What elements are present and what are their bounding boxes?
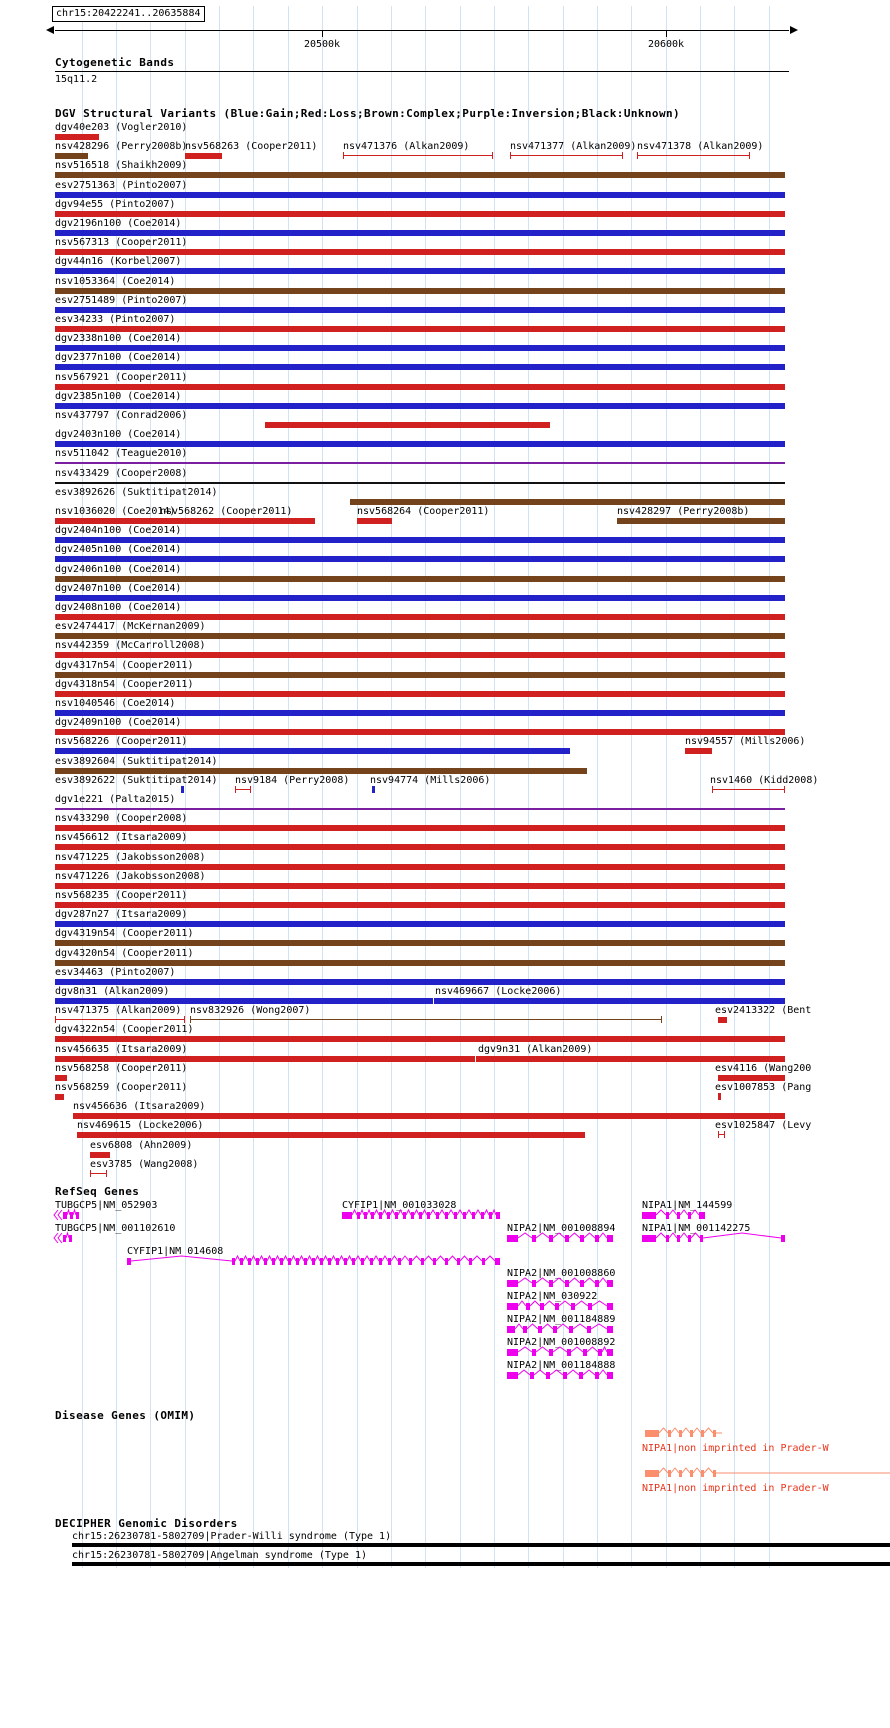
- variant-label: dgv4318n54 (Cooper2011): [55, 679, 194, 690]
- gene-glyph[interactable]: [505, 1347, 617, 1359]
- section-title-decipher: DECIPHER Genomic Disorders: [55, 1517, 238, 1530]
- variant-label: dgv2385n100 (Coe2014): [55, 391, 182, 402]
- variant-label: nsv567921 (Cooper2011): [55, 372, 188, 383]
- variant-bar[interactable]: [55, 441, 785, 447]
- variant-label: dgv2406n100 (Coe2014): [55, 564, 182, 575]
- gene-glyph[interactable]: [53, 1210, 83, 1222]
- variant-bar-endtick[interactable]: [749, 152, 750, 159]
- variant-label: nsv94774 (Mills2006): [370, 775, 491, 786]
- variant-bar-endtick[interactable]: [106, 1170, 107, 1177]
- variant-label: esv1025847 (Levy: [715, 1120, 812, 1131]
- section-title-cytobands: Cytogenetic Bands: [55, 56, 175, 69]
- variant-bar-endtick[interactable]: [510, 152, 511, 159]
- variant-label: esv2751489 (Pinto2007): [55, 295, 188, 306]
- variant-label: esv1007853 (Pang: [715, 1082, 812, 1093]
- region-label: chr15:20422241..20635884: [52, 6, 205, 22]
- decipher-region-bar[interactable]: [72, 1543, 890, 1547]
- variant-label: dgv2409n100 (Coe2014): [55, 717, 182, 728]
- variant-bar[interactable]: [55, 1094, 64, 1100]
- omim-gene-glyph[interactable]: [643, 1468, 890, 1480]
- gene-glyph[interactable]: [505, 1324, 617, 1336]
- variant-label: esv2751363 (Pinto2007): [55, 180, 188, 191]
- gene-label: NIPA2|NM_001184889: [507, 1314, 616, 1325]
- variant-bar-endtick[interactable]: [190, 1016, 191, 1023]
- variant-bar[interactable]: [77, 1132, 585, 1138]
- gridline: [700, 6, 701, 1568]
- variant-label: nsv511042 (Teague2010): [55, 448, 188, 459]
- variant-label: nsv516518 (Shaikh2009): [55, 160, 188, 171]
- ruler-tick-label: 20600k: [647, 39, 685, 50]
- variant-label: nsv832926 (Wong2007): [190, 1005, 311, 1016]
- variant-label: esv2413322 (Bent: [715, 1005, 812, 1016]
- ruler-tick: [322, 30, 323, 37]
- variant-bar[interactable]: [55, 921, 785, 927]
- gene-glyph[interactable]: [505, 1370, 617, 1382]
- gridline: [425, 6, 426, 1568]
- variant-label: dgv40e203 (Vogler2010): [55, 122, 188, 133]
- gene-label: NIPA2|NM_030922: [507, 1291, 598, 1302]
- variant-label: nsv9184 (Perry2008): [235, 775, 350, 786]
- variant-bar[interactable]: [190, 1019, 662, 1020]
- variant-bar[interactable]: [637, 155, 750, 156]
- variant-label: nsv437797 (Conrad2006): [55, 410, 188, 421]
- gridline: [734, 6, 735, 1568]
- variant-bar-endtick[interactable]: [55, 1016, 56, 1023]
- variant-bar[interactable]: [235, 789, 251, 790]
- variant-bar[interactable]: [55, 633, 785, 639]
- variant-bar[interactable]: [434, 998, 785, 1004]
- ruler-tick-label: 20500k: [303, 39, 341, 50]
- variant-bar[interactable]: [55, 249, 785, 255]
- variant-label: dgv2338n100 (Coe2014): [55, 333, 182, 344]
- variant-bar[interactable]: [718, 1075, 785, 1081]
- variant-bar[interactable]: [265, 422, 550, 428]
- variant-bar[interactable]: [90, 1152, 110, 1158]
- variant-bar[interactable]: [55, 345, 785, 351]
- ruler-left-arrow: [46, 26, 54, 34]
- decipher-region-label: chr15:26230781-5802709|Prader-Willi syndrome (Type 1): [72, 1531, 392, 1542]
- cytoband-label: 15q11.2: [55, 74, 98, 85]
- variant-bar[interactable]: [55, 576, 785, 582]
- variant-label: dgv9n31 (Alkan2009): [478, 1044, 593, 1055]
- cytoband-bar[interactable]: [55, 71, 789, 72]
- variant-label: nsv433429 (Cooper2008): [55, 468, 188, 479]
- variant-bar[interactable]: [55, 462, 785, 464]
- variant-bar[interactable]: [55, 672, 785, 678]
- variant-label: nsv568226 (Cooper2011): [55, 736, 188, 747]
- variant-bar[interactable]: [55, 326, 785, 332]
- variant-label: nsv568259 (Cooper2011): [55, 1082, 188, 1093]
- variant-label: dgv2196n100 (Coe2014): [55, 218, 182, 229]
- gridline: [322, 6, 323, 1568]
- variant-bar[interactable]: [617, 518, 785, 524]
- variant-label: nsv456612 (Itsara2009): [55, 832, 188, 843]
- variant-label: nsv1460 (Kidd2008): [710, 775, 819, 786]
- gene-label: TUBGCP5|NM_052903: [55, 1200, 158, 1211]
- variant-label: nsv471226 (Jakobsson2008): [55, 871, 206, 882]
- decipher-region-bar[interactable]: [72, 1562, 890, 1566]
- variant-label: dgv2404n100 (Coe2014): [55, 525, 182, 536]
- variant-bar[interactable]: [185, 153, 222, 159]
- gridline: [357, 6, 358, 1568]
- variant-label: nsv471377 (Alkan2009): [510, 141, 637, 152]
- variant-bar[interactable]: [55, 268, 785, 274]
- gene-label: NIPA2|NM_001008894: [507, 1223, 616, 1234]
- variant-label: nsv428297 (Perry2008b): [617, 506, 750, 517]
- variant-label: dgv2405n100 (Coe2014): [55, 544, 182, 555]
- gene-glyph[interactable]: [640, 1210, 709, 1222]
- variant-label: nsv94557 (Mills2006): [685, 736, 806, 747]
- variant-label: esv2474417 (McKernan2009): [55, 621, 206, 632]
- variant-bar[interactable]: [55, 864, 785, 870]
- gridline: [253, 6, 254, 1568]
- variant-label: dgv1e221 (Palta2015): [55, 794, 176, 805]
- gene-glyph[interactable]: [125, 1256, 504, 1268]
- ruler-right-arrow: [790, 26, 798, 34]
- gene-glyph[interactable]: [53, 1233, 76, 1245]
- variant-bar[interactable]: [55, 1075, 67, 1081]
- variant-bar-endtick[interactable]: [718, 1131, 719, 1138]
- variant-label: dgv44n16 (Korbel2007): [55, 256, 182, 267]
- variant-bar[interactable]: [357, 518, 392, 524]
- variant-label: nsv433290 (Cooper2008): [55, 813, 188, 824]
- variant-bar[interactable]: [718, 1017, 727, 1023]
- variant-bar[interactable]: [90, 1173, 107, 1174]
- variant-bar-endtick[interactable]: [712, 786, 713, 793]
- variant-bar-endtick[interactable]: [784, 786, 785, 793]
- variant-label: nsv471376 (Alkan2009): [343, 141, 470, 152]
- variant-bar-endtick[interactable]: [90, 1170, 91, 1177]
- variant-bar[interactable]: [73, 1113, 785, 1119]
- variant-label: nsv1053364 (Coe2014): [55, 276, 176, 287]
- variant-bar-endtick[interactable]: [637, 152, 638, 159]
- variant-label: nsv1040546 (Coe2014): [55, 698, 176, 709]
- variant-bar[interactable]: [510, 155, 623, 156]
- variant-label: dgv4319n54 (Cooper2011): [55, 928, 194, 939]
- variant-label: esv6808 (Ahn2009): [90, 1140, 193, 1151]
- variant-bar[interactable]: [55, 1056, 475, 1062]
- gene-glyph[interactable]: [505, 1278, 617, 1290]
- gridline: [769, 6, 770, 1568]
- variant-bar[interactable]: [55, 960, 785, 966]
- ruler-line[interactable]: [55, 30, 789, 31]
- variant-bar[interactable]: [55, 1036, 785, 1042]
- gene-glyph[interactable]: [505, 1233, 617, 1245]
- variant-bar[interactable]: [55, 595, 785, 601]
- gene-label: NIPA2|NM_001184888: [507, 1360, 616, 1371]
- variant-bar[interactable]: [55, 652, 785, 658]
- variant-bar[interactable]: [55, 691, 785, 697]
- variant-label: dgv4317n54 (Cooper2011): [55, 660, 194, 671]
- variant-bar[interactable]: [55, 134, 99, 140]
- variant-bar[interactable]: [476, 1056, 785, 1062]
- variant-bar[interactable]: [55, 230, 785, 236]
- variant-label: esv3892626 (Suktitipat2014): [55, 487, 218, 498]
- gridline: [219, 6, 220, 1568]
- variant-label: nsv456635 (Itsara2009): [55, 1044, 188, 1055]
- variant-bar[interactable]: [55, 364, 785, 370]
- variant-bar[interactable]: [350, 499, 785, 505]
- variant-label: dgv2377n100 (Coe2014): [55, 352, 182, 363]
- variant-label: nsv471378 (Alkan2009): [637, 141, 764, 152]
- variant-bar[interactable]: [55, 172, 785, 178]
- variant-label: nsv469615 (Locke2006): [77, 1120, 204, 1131]
- variant-label: esv34463 (Pinto2007): [55, 967, 176, 978]
- variant-label: nsv1036020 (Coe2014): [55, 506, 176, 517]
- variant-bar[interactable]: [55, 844, 785, 850]
- omim-gene-label: NIPA1|non imprinted in Prader-W: [642, 1443, 829, 1454]
- variant-bar[interactable]: [55, 710, 785, 716]
- variant-bar[interactable]: [181, 786, 184, 793]
- variant-label: nsv471225 (Jakobsson2008): [55, 852, 206, 863]
- variant-bar-endtick[interactable]: [343, 152, 344, 159]
- variant-bar[interactable]: [718, 1093, 721, 1100]
- variant-bar[interactable]: [55, 192, 785, 198]
- variant-bar[interactable]: [55, 518, 315, 524]
- section-title-dgv: DGV Structural Variants (Blue:Gain;Red:Loss;Brown:Complex;Purple:Inversion;Black:Unknown): [55, 107, 681, 120]
- variant-bar-endtick[interactable]: [622, 152, 623, 159]
- variant-label: dgv4322n54 (Cooper2011): [55, 1024, 194, 1035]
- variant-bar-endtick[interactable]: [492, 152, 493, 159]
- variant-label: nsv442359 (McCarroll2008): [55, 640, 206, 651]
- gene-label: TUBGCP5|NM_001102610: [55, 1223, 176, 1234]
- omim-gene-glyph[interactable]: [643, 1428, 726, 1440]
- variant-bar[interactable]: [55, 883, 785, 889]
- variant-label: esv3785 (Wang2008): [90, 1159, 199, 1170]
- variant-bar[interactable]: [55, 768, 587, 774]
- variant-label: dgv8n31 (Alkan2009): [55, 986, 170, 997]
- variant-bar[interactable]: [55, 537, 785, 543]
- variant-label: nsv567313 (Cooper2011): [55, 237, 188, 248]
- variant-label: dgv94e55 (Pinto2007): [55, 199, 176, 210]
- variant-bar[interactable]: [55, 556, 785, 562]
- gene-glyph[interactable]: [505, 1301, 617, 1313]
- variant-bar[interactable]: [343, 155, 493, 156]
- variant-bar[interactable]: [55, 998, 433, 1004]
- variant-label: esv3892604 (Suktitipat2014): [55, 756, 218, 767]
- omim-gene-label: NIPA1|non imprinted in Prader-W: [642, 1483, 829, 1494]
- variant-bar[interactable]: [55, 211, 785, 217]
- variant-bar[interactable]: [55, 403, 785, 409]
- variant-bar[interactable]: [55, 808, 785, 810]
- variant-label: nsv568263 (Cooper2011): [185, 141, 318, 152]
- variant-label: esv34233 (Pinto2007): [55, 314, 176, 325]
- variant-bar[interactable]: [712, 789, 785, 790]
- section-title-omim: Disease Genes (OMIM): [55, 1409, 196, 1422]
- variant-bar[interactable]: [55, 482, 785, 484]
- gridline: [631, 6, 632, 1568]
- variant-label: nsv568235 (Cooper2011): [55, 890, 188, 901]
- variant-bar[interactable]: [55, 729, 785, 735]
- variant-label: nsv568262 (Cooper2011): [160, 506, 293, 517]
- variant-label: dgv2403n100 (Coe2014): [55, 429, 182, 440]
- section-title-refseq: RefSeq Genes: [55, 1185, 140, 1198]
- gene-label: CYFIP1|NM_014608: [127, 1246, 224, 1257]
- variant-bar-endtick[interactable]: [724, 1131, 725, 1138]
- variant-label: esv4116 (Wang200: [715, 1063, 812, 1074]
- variant-bar-endtick[interactable]: [184, 1016, 185, 1023]
- gene-label: NIPA2|NM_001008892: [507, 1337, 616, 1348]
- variant-bar[interactable]: [55, 307, 785, 313]
- variant-bar[interactable]: [685, 748, 712, 754]
- gene-label: NIPA2|NM_001008860: [507, 1268, 616, 1279]
- variant-bar[interactable]: [55, 1019, 185, 1020]
- variant-bar-endtick[interactable]: [235, 786, 236, 793]
- variant-bar[interactable]: [55, 940, 785, 946]
- gene-label: NIPA1|NM_001142275: [642, 1223, 751, 1234]
- variant-label: esv3892622 (Suktitipat2014): [55, 775, 218, 786]
- variant-label: nsv568258 (Cooper2011): [55, 1063, 188, 1074]
- variant-label: dgv2407n100 (Coe2014): [55, 583, 182, 594]
- variant-label: nsv469667 (Locke2006): [435, 986, 562, 997]
- variant-bar[interactable]: [55, 902, 785, 908]
- gridline: [288, 6, 289, 1568]
- gene-glyph[interactable]: [340, 1210, 504, 1222]
- gridline: [391, 6, 392, 1568]
- variant-label: nsv456636 (Itsara2009): [73, 1101, 206, 1112]
- variant-label: nsv568264 (Cooper2011): [357, 506, 490, 517]
- variant-bar[interactable]: [55, 748, 570, 754]
- variant-bar-endtick[interactable]: [250, 786, 251, 793]
- gridline: [460, 6, 461, 1568]
- variant-bar-endtick[interactable]: [661, 1016, 662, 1023]
- variant-bar[interactable]: [55, 384, 785, 390]
- variant-bar[interactable]: [55, 288, 785, 294]
- gene-glyph[interactable]: [640, 1233, 789, 1245]
- gene-label: CYFIP1|NM_001033028: [342, 1200, 457, 1211]
- ruler-tick: [666, 30, 667, 37]
- variant-bar[interactable]: [372, 786, 375, 793]
- gene-label: NIPA1|NM_144599: [642, 1200, 733, 1211]
- variant-bar[interactable]: [55, 153, 88, 159]
- variant-label: nsv471375 (Alkan2009): [55, 1005, 182, 1016]
- variant-bar[interactable]: [55, 979, 785, 985]
- variant-label: dgv287n27 (Itsara2009): [55, 909, 188, 920]
- gridline: [666, 6, 667, 1568]
- variant-bar[interactable]: [55, 614, 785, 620]
- decipher-region-label: chr15:26230781-5802709|Angelman syndrome (Type 1): [72, 1550, 368, 1561]
- variant-label: dgv2408n100 (Coe2014): [55, 602, 182, 613]
- variant-label: nsv428296 (Perry2008b): [55, 141, 188, 152]
- gridline: [494, 6, 495, 1568]
- variant-bar[interactable]: [55, 825, 785, 831]
- variant-label: dgv4320n54 (Cooper2011): [55, 948, 194, 959]
